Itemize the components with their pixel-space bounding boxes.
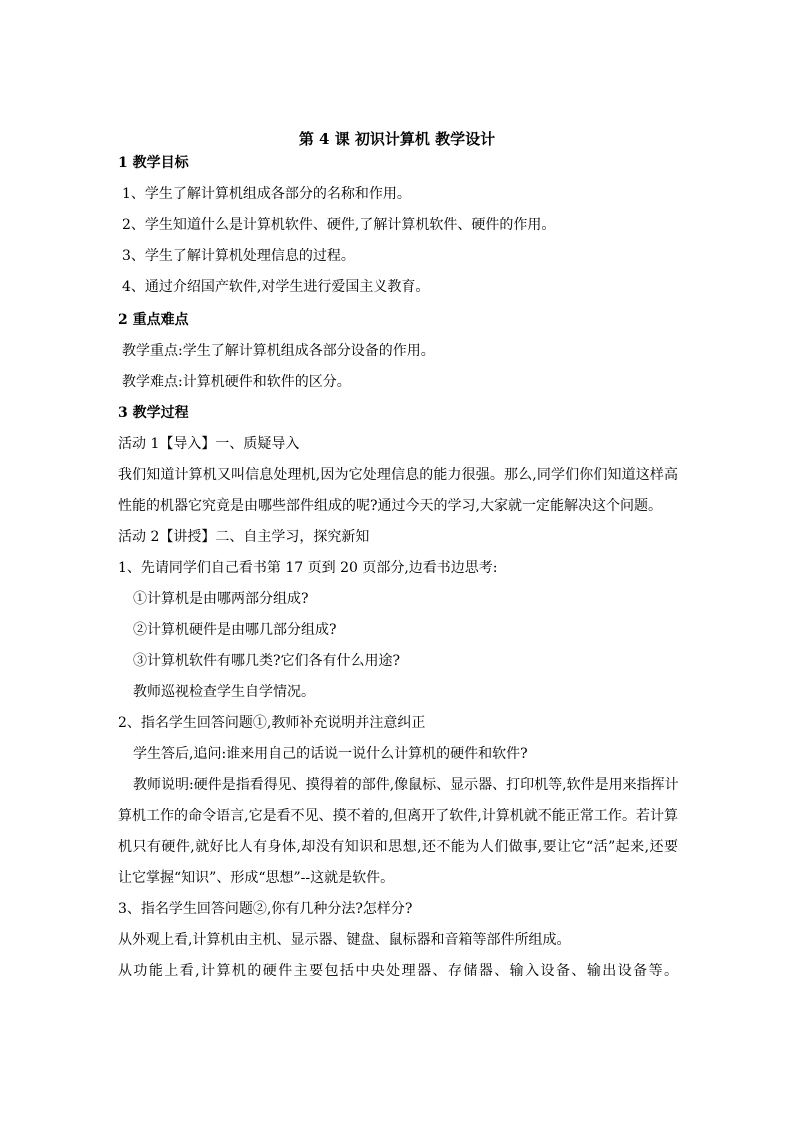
key-point-item: 教学难点:计算机硬件和软件的区分。	[122, 374, 351, 390]
paragraph-line: 从功能上看,计算机的硬件主要包括中央处理器、存储器、输入设备、输出设备等。	[118, 963, 678, 979]
question-item: ②计算机硬件是由哪几部分组成?	[133, 622, 337, 638]
objective-item: 4、通过介绍国产软件,对学生进行爱国主义教育。	[122, 279, 430, 295]
document-title: 第 4 课 初识计算机 教学设计	[298, 130, 496, 148]
paragraph-line: 算机工作的命令语言,它是看不见、摸不着的,但离开了软件,计算机就不能正常工作。若计算	[118, 808, 678, 824]
activity-heading: 活动 2【讲授】二、自主学习，探究新知	[118, 529, 370, 545]
paragraph-line: 2、指名学生回答问题①,教师补充说明并注意纠正	[118, 715, 426, 731]
paragraph-line: 学生答后,追问:谁来用自己的话说一说什么计算机的硬件和软件?	[133, 746, 528, 762]
question-item: ①计算机是由哪两部分组成?	[133, 591, 309, 607]
paragraph-line: 我们知道计算机又叫信息处理机,因为它处理信息的能力很强。那么,同学们你们知道这样高	[118, 467, 678, 483]
paragraph-line: 性能的机器它究竟是由哪些部件组成的呢?通过今天的学习,大家就一定能解决这个问题。	[118, 498, 662, 514]
paragraph-line: 从外观上看,计算机由主机、显示器、键盘、鼠标器和音箱等部件所组成。	[118, 932, 571, 948]
activity-heading: 活动 1【导入】一、质疑导入	[118, 436, 300, 452]
section-heading-process: 3 教学过程	[118, 405, 189, 421]
section-heading-objectives: 1 教学目标	[118, 155, 189, 171]
paragraph-line: 让它掌握“知识”、形成“思想”--这就是软件。	[118, 870, 395, 886]
objective-item: 3、学生了解计算机处理信息的过程。	[122, 248, 355, 264]
paragraph-line: 教师巡视检查学生自学情况。	[133, 684, 315, 700]
paragraph-line: 3、指名学生回答问题②,你有几种分法?怎样分?	[118, 901, 413, 917]
paragraph-line: 1、先请同学们自己看书第 17 页到 20 页部分,边看书边思考:	[118, 560, 498, 576]
objective-item: 2、学生知道什么是计算机软件、硬件,了解计算机软件、硬件的作用。	[122, 217, 556, 233]
paragraph-line: 教师说明:硬件是指看得见、摸得着的部件,像鼠标、显示器、打印机等,软件是用来指挥计	[133, 777, 679, 793]
question-item: ③计算机软件有哪几类?它们各有什么用途?	[133, 653, 401, 669]
paragraph-line: 机只有硬件,就好比人有身体,却没有知识和思想,还不能为人们做事,要让它“活”起来,还要	[118, 839, 678, 855]
key-point-item: 教学重点:学生了解计算机组成各部分设备的作用。	[122, 343, 435, 359]
objective-item: 1、学生了解计算机组成各部分的名称和作用。	[122, 186, 411, 202]
section-heading-key-points: 2 重点难点	[118, 312, 189, 328]
